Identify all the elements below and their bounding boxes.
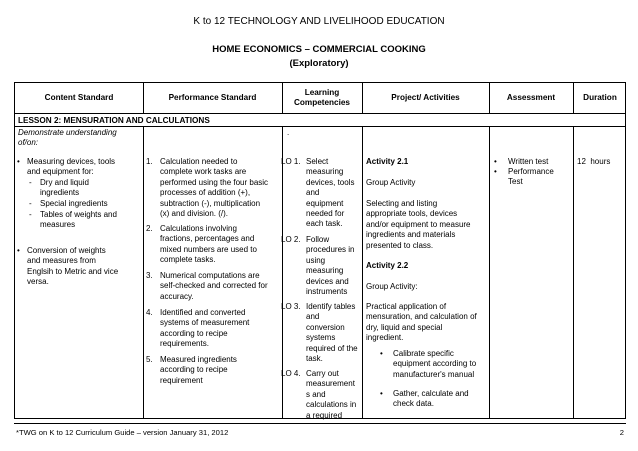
column-header: Project/ Activities xyxy=(391,93,460,102)
content-standard-subitem: - Special ingredients xyxy=(29,199,108,208)
column-divider xyxy=(489,126,490,418)
activity-title: Activity 2.1 xyxy=(366,157,409,166)
bullet-icon: • xyxy=(380,389,383,398)
activity-description: Practical application of mensuration, and calculation of dry, liquid and special ingredient. xyxy=(366,302,477,343)
bullet-icon: • xyxy=(494,157,497,166)
footer-divider xyxy=(14,423,626,424)
curriculum-table xyxy=(14,82,626,419)
performance-standard-item: 4. Identified and converted systems of measurement according to recipe requirements. xyxy=(146,308,250,349)
bullet-icon: • xyxy=(17,157,20,166)
activity-group: Group Activity: xyxy=(366,282,418,291)
bullet-icon: • xyxy=(494,167,497,176)
activity-bullet: • Gather, calculate and check data. xyxy=(380,389,469,409)
learning-competency-item: LO 3. Identify tables and conversion systems required of the task. xyxy=(281,302,358,364)
performance-standard-item: 5. Measured ingredients according to recipe requirement xyxy=(146,355,237,385)
activity-description: Selecting and listing appropriate tools, devices and/or equipment to measure ingredients and materials presented to class. xyxy=(366,199,471,250)
column-header: Learning Competencies xyxy=(294,88,350,107)
activity-title: Activity 2.2 xyxy=(366,261,409,270)
activity-group: Group Activity xyxy=(366,178,416,187)
page-title: K to 12 TECHNOLOGY AND LIVELIHOOD EDUCATION xyxy=(193,16,445,27)
column-header: Content Standard xyxy=(44,93,114,102)
column-divider xyxy=(573,126,574,418)
dash-icon: - xyxy=(29,210,32,219)
duration-value: 12 hours xyxy=(577,157,611,166)
header-row-divider xyxy=(15,113,625,114)
bullet-icon: • xyxy=(380,349,383,358)
content-standard-intro: Demonstrate understanding of/on: xyxy=(18,128,117,148)
bullet-icon: • xyxy=(17,246,20,255)
dash-icon: - xyxy=(29,178,32,187)
learning-competency-item: LO 2. Follow procedures in using measuring devices and instruments xyxy=(281,235,355,297)
assessment-item: • Performance Test xyxy=(494,167,554,187)
learning-competency-item: LO 4. Carry out measurement s and calculations in a required xyxy=(281,369,357,420)
subject-title: HOME ECONOMICS – COMMERCIAL COOKING xyxy=(212,44,426,55)
competency-dot: . xyxy=(287,128,290,137)
column-header: Performance Standard xyxy=(168,93,257,102)
assessment-item: • Written test xyxy=(494,157,549,166)
column-header: Assessment xyxy=(506,93,556,102)
content-standard-item: • Conversion of weights and measures from Englsih to Metric and vice versa. xyxy=(17,246,119,287)
lesson-row-divider xyxy=(15,126,625,127)
learning-competency-item: LO 1. Select measuring devices, tools and equipment needed for each task. xyxy=(281,157,355,229)
performance-standard-item: 1. Calculation needed to complete work tasks are performed using the four basic processes of addition (+), subtraction (-), multiplication (x) and division. (/). xyxy=(146,157,269,219)
dash-icon: - xyxy=(29,199,32,208)
performance-standard-item: 3. Numerical computations are self-checked and corrected for accuracy. xyxy=(146,271,268,301)
lesson-title: LESSON 2: MENSURATION AND CALCULATIONS xyxy=(18,116,210,125)
column-divider xyxy=(143,126,144,418)
subject-subtitle: (Exploratory) xyxy=(289,58,349,69)
footer-note: *TWG on K to 12 Curriculum Guide – version January 31, 2012 xyxy=(16,428,229,437)
activity-bullet: • Calibrate specific equipment according to manufacturer's manual xyxy=(380,349,477,379)
column-header: Duration xyxy=(583,93,617,102)
performance-standard-item: 2. Calculations involving fractions, percentages and mixed numbers are used to complete tasks. xyxy=(146,224,257,265)
content-standard-item: • Measuring devices, tools and equipment for: xyxy=(17,157,116,177)
content-standard-subitem: - Tables of weights and measures xyxy=(29,210,117,230)
page-number: 2 xyxy=(619,428,624,437)
content-standard-subitem: - Dry and liquid ingredients xyxy=(29,178,89,198)
